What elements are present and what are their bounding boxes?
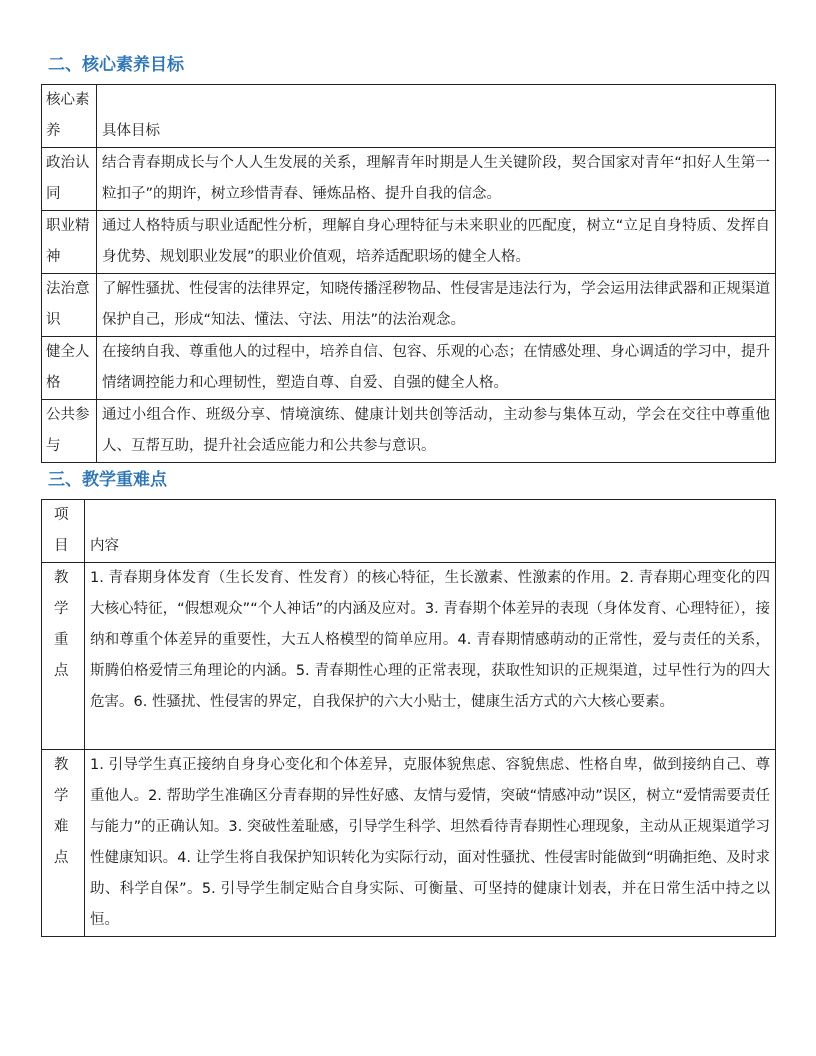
row-value-cell (85, 563, 776, 750)
header-value-cell (97, 85, 776, 148)
section-heading-core-literacy: 二、核心素养目标 (48, 55, 184, 75)
table-row (42, 148, 776, 211)
table-row (42, 400, 776, 463)
row-value-cell (97, 211, 776, 274)
key-difficult-points-table (41, 499, 776, 937)
row-value-cell (97, 337, 776, 400)
row-key-cell: 法治意识 (42, 274, 97, 337)
row-value-text: 了解性骚扰、性侵害的法律界定，知晓传播淫秽物品、性侵害是违法行为，学会运用法律武器和正规渠道保护自己，形成“知法、懂法、守法、用法”的法治观念。 (102, 281, 770, 328)
row-value-cell (97, 274, 776, 337)
row-value-text: 1. 青春期身体发育（生长发育、性发育）的核心特征，生长激素、性激素的作用。2. 青春期心理变化的四大核心特征，“假想观众”“个人神话”的内涵及应对。3. 青春期个体差异的表现（身体发育、心理特征），接纳和尊重个体差异的重要性，大五人格模型的简单应用。4. 青春期情感萌动的正常性，爱与责任的关系，斯腾伯格爱情三角理论的内涵。5. 青春期性心理的正常表现，获取性知识的正规渠道，过早性行为的四大危害。6. 性骚扰、性侵害的界定，自我保护的六大小贴士，健康生活方式的六大核心要素。 (90, 570, 770, 710)
row-key-cell: 教学难点 (42, 750, 85, 937)
row-value-cell (85, 750, 776, 937)
table-row (42, 337, 776, 400)
row-key-cell: 职业精神 (42, 211, 97, 274)
row-value-text: 结合青春期成长与个人人生发展的关系，理解青年时期是人生关键阶段，契合国家对青年“扣好人生第一粒扣子”的期许，树立珍惜青春、锤炼品格、提升自我的信念。 (102, 155, 770, 202)
header-key-cell: 项目 (42, 500, 85, 563)
table-header-row (42, 85, 776, 148)
row-value-text: 通过人格特质与职业适配性分析，理解自身心理特征与未来职业的匹配度，树立“立足自身特质、发挥自身优势、规划职业发展”的职业价值观，培养适配职场的健全人格。 (102, 218, 770, 265)
table-row (42, 211, 776, 274)
row-value-cell (97, 400, 776, 463)
row-key-cell: 公共参与 (42, 400, 97, 463)
table-row (42, 563, 776, 750)
section-heading-key-difficult-points: 三、教学重难点 (48, 470, 167, 490)
header-value-text: 内容 (90, 538, 119, 554)
table-row (42, 750, 776, 937)
core-literacy-table (41, 84, 776, 463)
row-value-text: 通过小组合作、班级分享、情境演练、健康计划共创等活动，主动参与集体互动，学会在交往中尊重他人、互帮互助，提升社会适应能力和公共参与意识。 (102, 407, 770, 454)
table-header-row (42, 500, 776, 563)
row-value-text: 在接纳自我、尊重他人的过程中，培养自信、包容、乐观的心态；在情感处理、身心调适的学习中，提升情绪调控能力和心理韧性，塑造自尊、自爱、自强的健全人格。 (102, 344, 770, 391)
row-key-cell: 政治认同 (42, 148, 97, 211)
row-value-cell (97, 148, 776, 211)
header-key-cell: 核心素养 (42, 85, 97, 148)
row-value-text: 1. 引导学生真正接纳自身身心变化和个体差异，克服体貌焦虑、容貌焦虑、性格自卑，做到接纳自己、尊重他人。2. 帮助学生准确区分青春期的异性好感、友情与爱情，突破“情感冲动”误区，树立“爱情需要责任与能力”的正确认知。3. 突破性羞耻感，引导学生科学、坦然看待青春期性心理现象，主动从正规渠道学习性健康知识。4. 让学生将自我保护知识转化为实际行动，面对性骚扰、性侵害时能做到“明确拒绝、及时求助、科学自保”。5. 引导学生制定贴合自身实际、可衡量、可坚持的健康计划表，并在日常生活中持之以恒。 (90, 757, 770, 928)
table-row (42, 274, 776, 337)
row-key-cell: 健全人格 (42, 337, 97, 400)
header-value-cell (85, 500, 776, 563)
row-key-cell: 教学重点 (42, 563, 85, 750)
header-value-text: 具体目标 (102, 123, 160, 139)
